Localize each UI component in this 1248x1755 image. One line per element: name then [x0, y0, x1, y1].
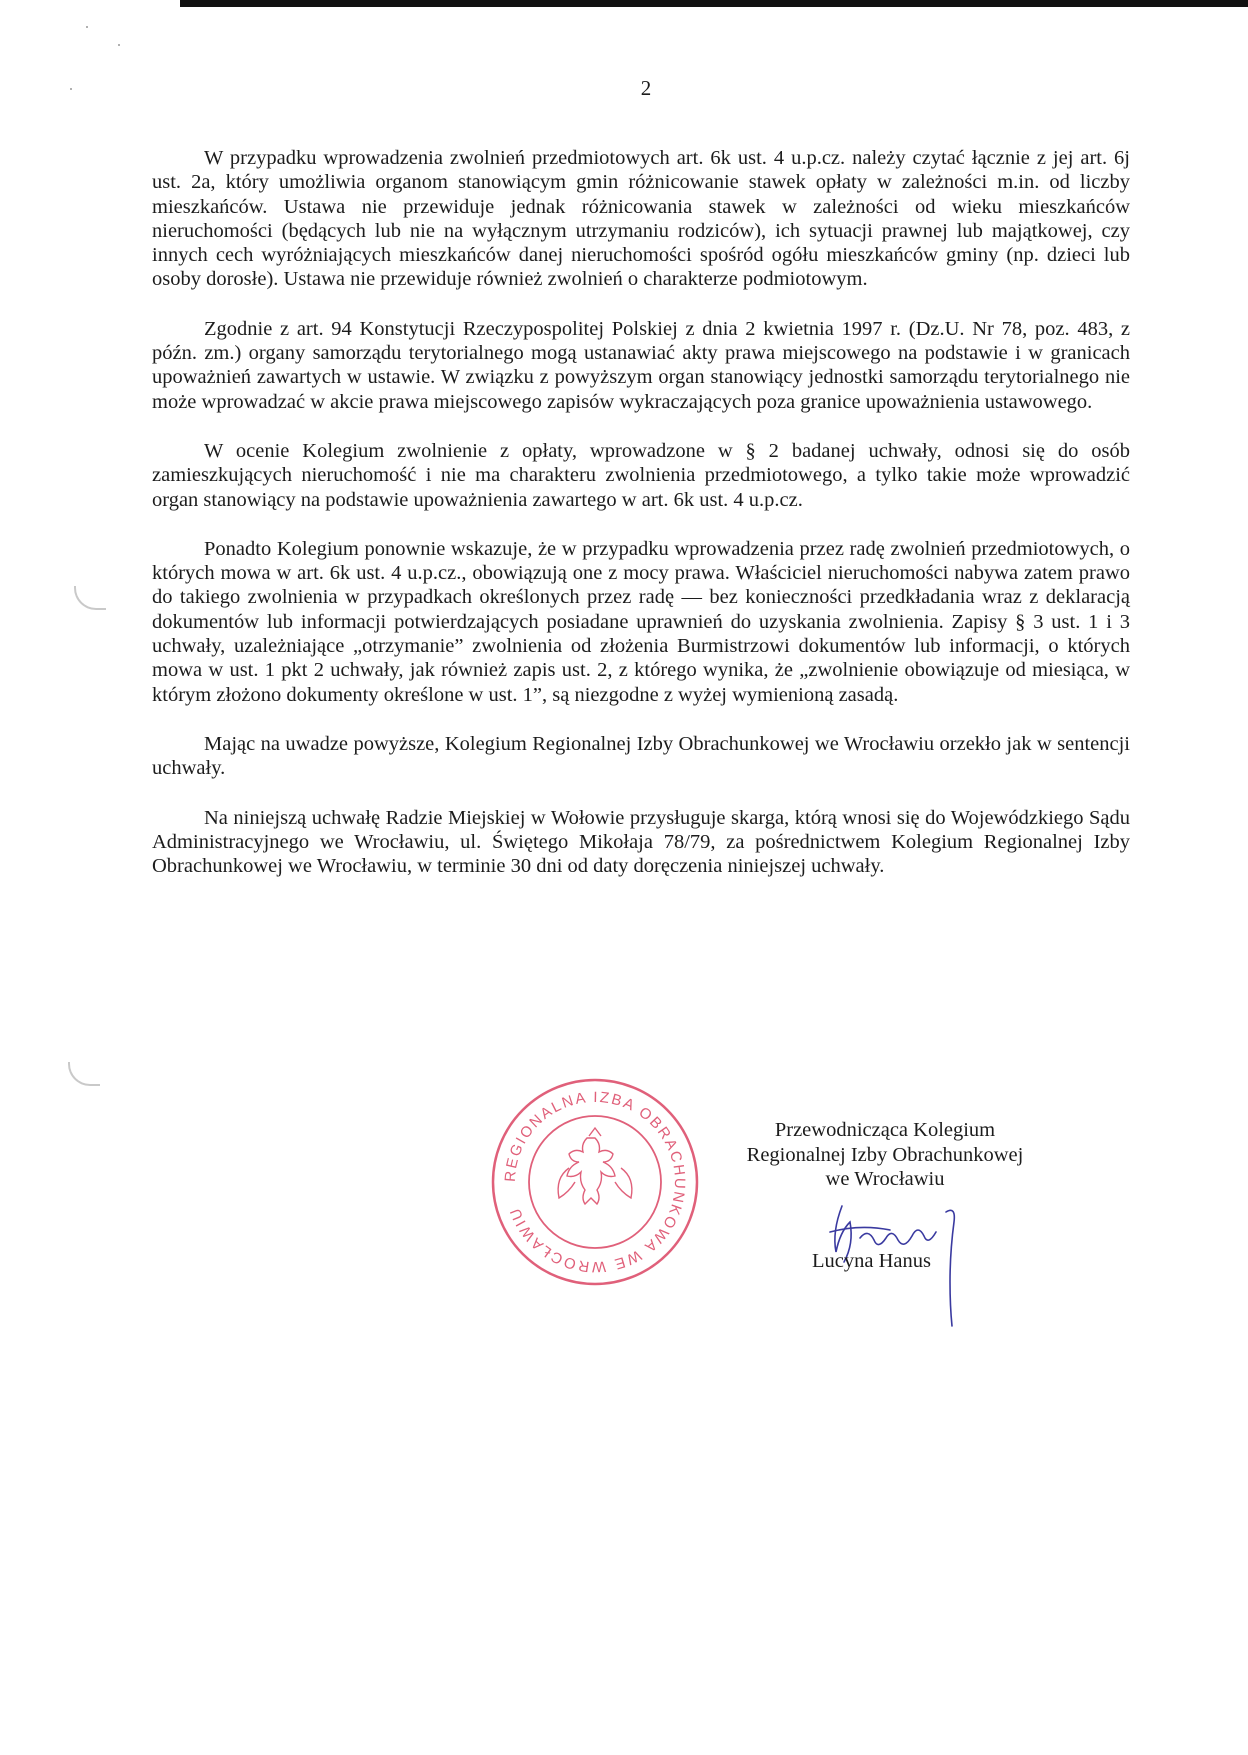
signatory-name: Lucyna Hanus: [812, 1250, 931, 1272]
paragraph-konstytucja: Zgodnie z art. 94 Konstytucji Rzeczypospolitej Polskiej z dnia 2 kwietnia 1997 r. (Dz.U. Nr 78, poz. 483, z późn. zm.) organy samorządu terytorialnego mogą ustanawiać akty prawa miejscowego na podstawie i w granicach upoważnień zawartych w ustawie. W związku z powyższym organ stanowiący jednostki samorządu terytorialnego nie może wprowadzać w akcie prawa miejscowego zapisów wykraczających poza granice upoważnienia ustawowego.: [152, 317, 1130, 413]
scan-speck: [118, 44, 120, 46]
signatory-title-line1: Przewodnicząca Kolegium: [774, 1119, 996, 1141]
signature-block: [700, 1118, 1070, 1192]
paragraph-orzeczenie: Mając na uwadze powyższe, Kolegium Regionalnej Izby Obrachunkowej we Wrocławiu orzekło jak w sentencji uchwały.: [152, 732, 1130, 780]
official-seal-stamp: [489, 1076, 701, 1288]
scan-edge: [180, 0, 1248, 7]
paragraph-zwolnienia-przedmiotowe: W przypadku wprowadzenia zwolnień przedmiotowych art. 6k ust. 4 u.p.cz. należy czytać łącznie z jej art. 6j ust. 2a, który umożliwia organom stanowiącym gmin różnicowanie stawek opłaty w zależności m.in. od liczby mieszkańców. Ustawa nie przewiduje jednak różnicowania stawek w zależności od wieku mieszkańców nieruchomości (będących lub nie na wyłącznym utrzymaniu rodziców), ich sytuacji prawnej lub majątkowej, czy innych cech wyróżniających mieszkańców danej nieruchomości spośród ogółu mieszkańców gminy (np. dzieci lub osoby dorosłe). Ustawa nie przewiduje również zwolnień o charakterze podmiotowym.: [152, 147, 1130, 291]
document-body: [152, 146, 1130, 903]
eagle-emblem-icon: [558, 1128, 632, 1204]
stamp-text: REGIONALNA IZBA OBRACHUNKOWA WE WROCŁAWIU: [501, 1088, 689, 1276]
signatory-title-line3: we Wrocławiu: [825, 1168, 945, 1190]
page-number: 2: [640, 76, 652, 100]
punch-hole-upper: [74, 586, 106, 610]
paragraph-ponadto: Ponadto Kolegium ponownie wskazuje, że w przypadku wprowadzenia przez radę zwolnień przedmiotowych, o których mowa w art. 6k ust. 4 u.p.cz., obowiązują one z mocy prawa. Właściciel nieruchomości nabywa zatem prawo do takiego zwolnienia w przypadkach określonych przez radę — bez konieczności przedkładania wraz z deklaracją dokumentów lub informacji potwierdzających posiadane uprawnień do uzyskania zwolnienia. Zapisy § 3 ust. 1 i 3 uchwały, uzależniające „otrzymanie” zwolnienia od złożenia Burmistrzowi dokumentów lub informacji, o których mowa w ust. 1 pkt 2 uchwały, jak również zapis ust. 2, z którego wynika, że „zwolnienie obowiązuje od miesiąca, w którym złożono dokumenty określone w ust. 1”, są niezgodne z wyżej wymienioną zasadą.: [152, 537, 1130, 706]
paragraph-pouczenie: Na niniejszą uchwałę Radzie Miejskiej w Wołowie przysługuje skarga, którą wnosi się do Wojewódzkiego Sądu Administracyjnego we Wrocławiu, ul. Świętego Mikołaja 78/79, za pośrednictwem Kolegium Regionalnej Izby Obrachunkowej we Wrocławiu, w terminie 30 dni od daty doręczenia niniejszej uchwały.: [152, 806, 1130, 878]
signatory-title-line2: Regionalnej Izby Obrachunkowej: [746, 1143, 1024, 1166]
scan-speck: [70, 88, 72, 90]
paragraph-ocena-kolegium: W ocenie Kolegium zwolnienie z opłaty, wprowadzone w § 2 badanej uchwały, odnosi się do osób zamieszkujących nieruchomość i nie ma charakteru zwolnienia przedmiotowego, a tylko takie może wprowadzić organ stanowiący na podstawie upoważnienia zawartego w art. 6k ust. 4 u.p.cz.: [152, 439, 1130, 511]
punch-hole-lower: [68, 1062, 100, 1086]
scan-speck: [86, 26, 88, 28]
